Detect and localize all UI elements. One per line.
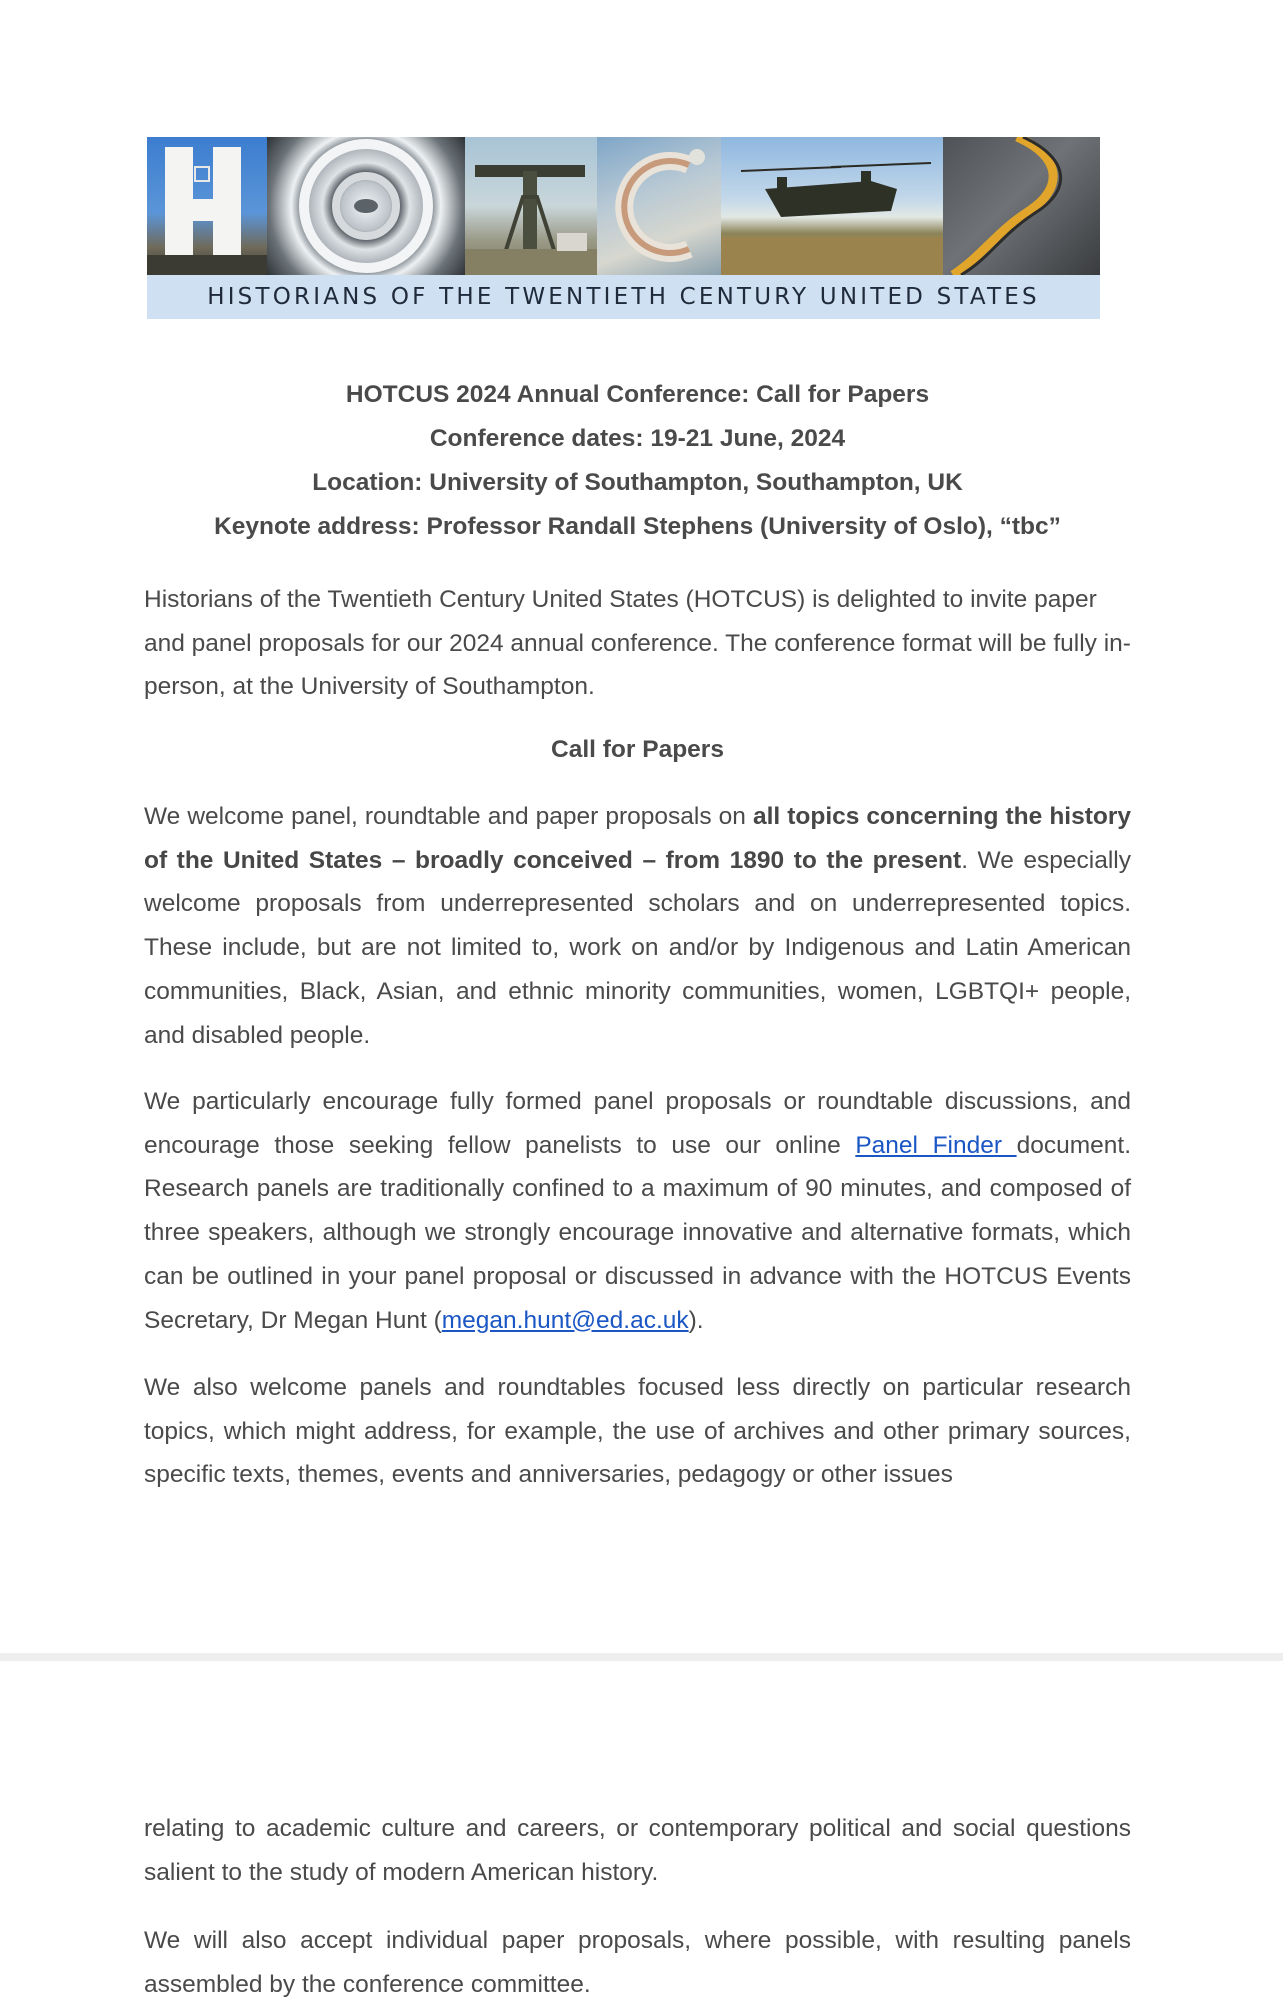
conference-keynote: Keynote address: Professor Randall Stephens (University of Oslo), “tbc” [214, 513, 1061, 540]
cfp-p1-end: . We especially welcome proposals from underrepresented scholars and on underrepresented topics. These include, but are not limited to, work on and/or by Indigenous and Latin American communities, Black, Asian, and ethnic minority communities, women, LGBTQI+ people, and disabled people. [144, 846, 1131, 1049]
cfp-heading: Call for Papers [551, 736, 724, 763]
oil-pump-t-icon [465, 137, 597, 275]
banner-letter-c-image [597, 137, 721, 275]
cfp-paragraph-3-continued: relating to academic culture and careers, or contemporary political and social questions salient to the study of modern American history. [144, 1815, 1131, 1886]
banner-letter-u-image [721, 137, 943, 275]
banner-letter-t-image [465, 137, 597, 275]
helicopter-u-icon [721, 137, 943, 275]
neon-c-icon [597, 137, 721, 275]
conference-dates: Conference dates: 19-21 June, 2024 [429, 425, 846, 452]
cfp-p1-start: We welcome panel, roundtable and paper proposals on [144, 803, 753, 830]
intro-paragraph: Historians of the Twentieth Century United States (HOTCUS) is delighted to invite paper and panel proposals for our 2024 annual conference. The conference format will be fully in-person, at the University of Southampton. [144, 586, 1131, 701]
cfp-p1-bold: all topics concerning the history of the United States – broadly conceived – from 1890 to the present [144, 803, 1131, 874]
cfp-paragraph-2 [144, 1080, 1131, 1342]
hubcap-o-icon [267, 137, 465, 275]
document-page-2 [0, 1661, 1283, 2011]
road-s-icon [943, 137, 1100, 275]
cfp-paragraph-4: We will also accept individual paper proposals, where possible, with resulting panels assembled by the conference committee. [144, 1927, 1131, 1998]
banner-caption: HISTORIANS OF THE TWENTIETH CENTURY UNITED STATES [207, 284, 1040, 310]
hotcus-banner [147, 137, 1100, 319]
cfp-p2-start: We particularly encourage fully formed panel proposals or roundtable discussions, and encourage those seeking fellow panelists to use our online [144, 1088, 1131, 1159]
banner-image-strip [147, 137, 1100, 275]
cfp-p2-mid: document. Research panels are traditionally confined to a maximum of 90 minutes, and composed of three speakers, although we strongly encourage innovative and alternative formats, which can be outlined in your panel proposal or discussed in advance with the HOTCUS Events Secretary, Dr Megan Hunt ( [144, 1131, 1131, 1334]
conference-location: Location: University of Southampton, Southampton, UK [312, 469, 963, 496]
cfp-p2-end: ). [688, 1306, 704, 1334]
banner-letter-h-image [147, 137, 267, 275]
hollywood-h-icon [147, 137, 267, 275]
page-break [0, 1653, 1283, 1661]
banner-letter-o-image [267, 137, 465, 275]
email-link[interactable]: megan.hunt@ed.ac.uk [441, 1306, 689, 1334]
cfp-paragraph-3: We also welcome panels and roundtables focused less directly on particular research topics, which might address, for example, the use of archives and other primary sources, specific texts, themes, events and anniversaries, pedagogy or other issues [144, 1374, 1131, 1489]
cfp-paragraph-1 [144, 795, 1131, 1057]
panel-finder-link[interactable]: Panel Finder [855, 1131, 1017, 1159]
conference-title: HOTCUS 2024 Annual Conference: Call for Papers [345, 381, 930, 408]
banner-letter-s-image [943, 137, 1100, 275]
conference-header [144, 373, 1131, 549]
